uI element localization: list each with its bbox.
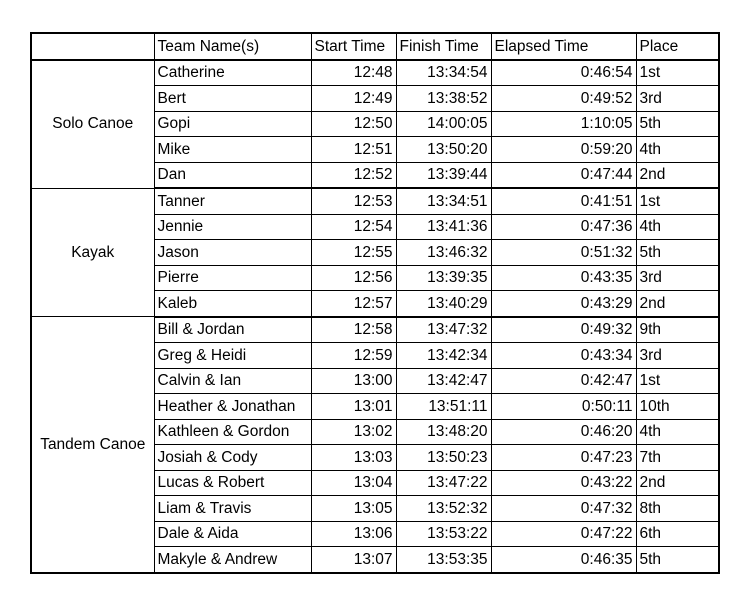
team-name-cell: Liam & Travis <box>154 496 311 522</box>
place-cell: 1st <box>636 368 719 394</box>
start-time-cell: 13:07 <box>311 547 396 573</box>
elapsed-time-cell: 0:41:51 <box>491 188 636 214</box>
finish-time-cell: 13:50:20 <box>396 137 491 163</box>
start-time-cell: 12:59 <box>311 343 396 369</box>
place-cell: 5th <box>636 547 719 573</box>
team-name-cell: Dale & Aida <box>154 521 311 547</box>
team-name-cell: Jennie <box>154 214 311 240</box>
start-time-cell: 12:52 <box>311 162 396 188</box>
place-cell: 2nd <box>636 291 719 317</box>
table-row <box>31 188 719 214</box>
start-time-cell: 12:51 <box>311 137 396 163</box>
header-row <box>31 33 719 60</box>
place-cell: 2nd <box>636 470 719 496</box>
team-name-cell: Lucas & Robert <box>154 470 311 496</box>
place-cell: 6th <box>636 521 719 547</box>
finish-time-cell: 13:39:44 <box>396 162 491 188</box>
finish-time-cell: 13:48:20 <box>396 419 491 445</box>
finish-time-cell: 13:40:29 <box>396 291 491 317</box>
elapsed-time-cell: 0:47:32 <box>491 496 636 522</box>
elapsed-time-cell: 0:43:34 <box>491 343 636 369</box>
start-time-cell: 12:49 <box>311 86 396 112</box>
finish-time-cell: 13:41:36 <box>396 214 491 240</box>
header-place: Place <box>636 33 719 60</box>
start-time-cell: 12:55 <box>311 240 396 266</box>
elapsed-time-cell: 0:49:32 <box>491 317 636 343</box>
place-cell: 4th <box>636 419 719 445</box>
category-cell: Solo Canoe <box>31 60 154 189</box>
start-time-cell: 12:57 <box>311 291 396 317</box>
team-name-cell: Greg & Heidi <box>154 343 311 369</box>
elapsed-time-cell: 0:47:36 <box>491 214 636 240</box>
elapsed-time-cell: 0:47:44 <box>491 162 636 188</box>
table-body <box>31 60 719 573</box>
place-cell: 3rd <box>636 343 719 369</box>
start-time-cell: 13:01 <box>311 394 396 420</box>
finish-time-cell: 13:50:23 <box>396 445 491 471</box>
team-name-cell: Jason <box>154 240 311 266</box>
header-category <box>31 33 154 60</box>
team-name-cell: Bert <box>154 86 311 112</box>
finish-time-cell: 13:42:34 <box>396 343 491 369</box>
finish-time-cell: 13:42:47 <box>396 368 491 394</box>
team-name-cell: Kathleen & Gordon <box>154 419 311 445</box>
category-cell: Tandem Canoe <box>31 317 154 573</box>
place-cell: 1st <box>636 60 719 86</box>
start-time-cell: 12:48 <box>311 60 396 86</box>
place-cell: 4th <box>636 214 719 240</box>
team-name-cell: Bill & Jordan <box>154 317 311 343</box>
place-cell: 10th <box>636 394 719 420</box>
finish-time-cell: 13:53:22 <box>396 521 491 547</box>
start-time-cell: 12:54 <box>311 214 396 240</box>
elapsed-time-cell: 0:46:35 <box>491 547 636 573</box>
header-start-time: Start Time <box>311 33 396 60</box>
elapsed-time-cell: 0:49:52 <box>491 86 636 112</box>
elapsed-time-cell: 0:43:35 <box>491 265 636 291</box>
place-cell: 7th <box>636 445 719 471</box>
elapsed-time-cell: 0:43:29 <box>491 291 636 317</box>
team-name-cell: Dan <box>154 162 311 188</box>
elapsed-time-cell: 0:59:20 <box>491 137 636 163</box>
start-time-cell: 12:53 <box>311 188 396 214</box>
finish-time-cell: 13:34:54 <box>396 60 491 86</box>
start-time-cell: 13:02 <box>311 419 396 445</box>
place-cell: 3rd <box>636 86 719 112</box>
elapsed-time-cell: 0:51:32 <box>491 240 636 266</box>
place-cell: 4th <box>636 137 719 163</box>
category-cell: Kayak <box>31 188 154 317</box>
finish-time-cell: 13:53:35 <box>396 547 491 573</box>
team-name-cell: Calvin & Ian <box>154 368 311 394</box>
team-name-cell: Makyle & Andrew <box>154 547 311 573</box>
elapsed-time-cell: 0:47:22 <box>491 521 636 547</box>
start-time-cell: 12:56 <box>311 265 396 291</box>
elapsed-time-cell: 0:43:22 <box>491 470 636 496</box>
team-name-cell: Heather & Jonathan <box>154 394 311 420</box>
place-cell: 5th <box>636 111 719 137</box>
results-table <box>30 32 720 574</box>
team-name-cell: Catherine <box>154 60 311 86</box>
finish-time-cell: 13:39:35 <box>396 265 491 291</box>
elapsed-time-cell: 0:42:47 <box>491 368 636 394</box>
table-row <box>31 60 719 86</box>
header-finish-time: Finish Time <box>396 33 491 60</box>
place-cell: 3rd <box>636 265 719 291</box>
elapsed-time-cell: 0:47:23 <box>491 445 636 471</box>
table-row <box>31 317 719 343</box>
team-name-cell: Josiah & Cody <box>154 445 311 471</box>
place-cell: 8th <box>636 496 719 522</box>
place-cell: 9th <box>636 317 719 343</box>
finish-time-cell: 13:47:32 <box>396 317 491 343</box>
start-time-cell: 12:58 <box>311 317 396 343</box>
header-elapsed-time: Elapsed Time <box>491 33 636 60</box>
elapsed-time-cell: 0:46:54 <box>491 60 636 86</box>
team-name-cell: Gopi <box>154 111 311 137</box>
finish-time-cell: 13:51:11 <box>396 394 491 420</box>
finish-time-cell: 13:38:52 <box>396 86 491 112</box>
team-name-cell: Tanner <box>154 188 311 214</box>
team-name-cell: Pierre <box>154 265 311 291</box>
place-cell: 2nd <box>636 162 719 188</box>
elapsed-time-cell: 1:10:05 <box>491 111 636 137</box>
finish-time-cell: 14:00:05 <box>396 111 491 137</box>
start-time-cell: 13:05 <box>311 496 396 522</box>
team-name-cell: Kaleb <box>154 291 311 317</box>
finish-time-cell: 13:47:22 <box>396 470 491 496</box>
place-cell: 5th <box>636 240 719 266</box>
header-team-names: Team Name(s) <box>154 33 311 60</box>
elapsed-time-cell: 0:46:20 <box>491 419 636 445</box>
start-time-cell: 12:50 <box>311 111 396 137</box>
team-name-cell: Mike <box>154 137 311 163</box>
place-cell: 1st <box>636 188 719 214</box>
start-time-cell: 13:06 <box>311 521 396 547</box>
finish-time-cell: 13:34:51 <box>396 188 491 214</box>
start-time-cell: 13:00 <box>311 368 396 394</box>
start-time-cell: 13:03 <box>311 445 396 471</box>
finish-time-cell: 13:46:32 <box>396 240 491 266</box>
finish-time-cell: 13:52:32 <box>396 496 491 522</box>
start-time-cell: 13:04 <box>311 470 396 496</box>
elapsed-time-cell: 0:50:11 <box>491 394 636 420</box>
